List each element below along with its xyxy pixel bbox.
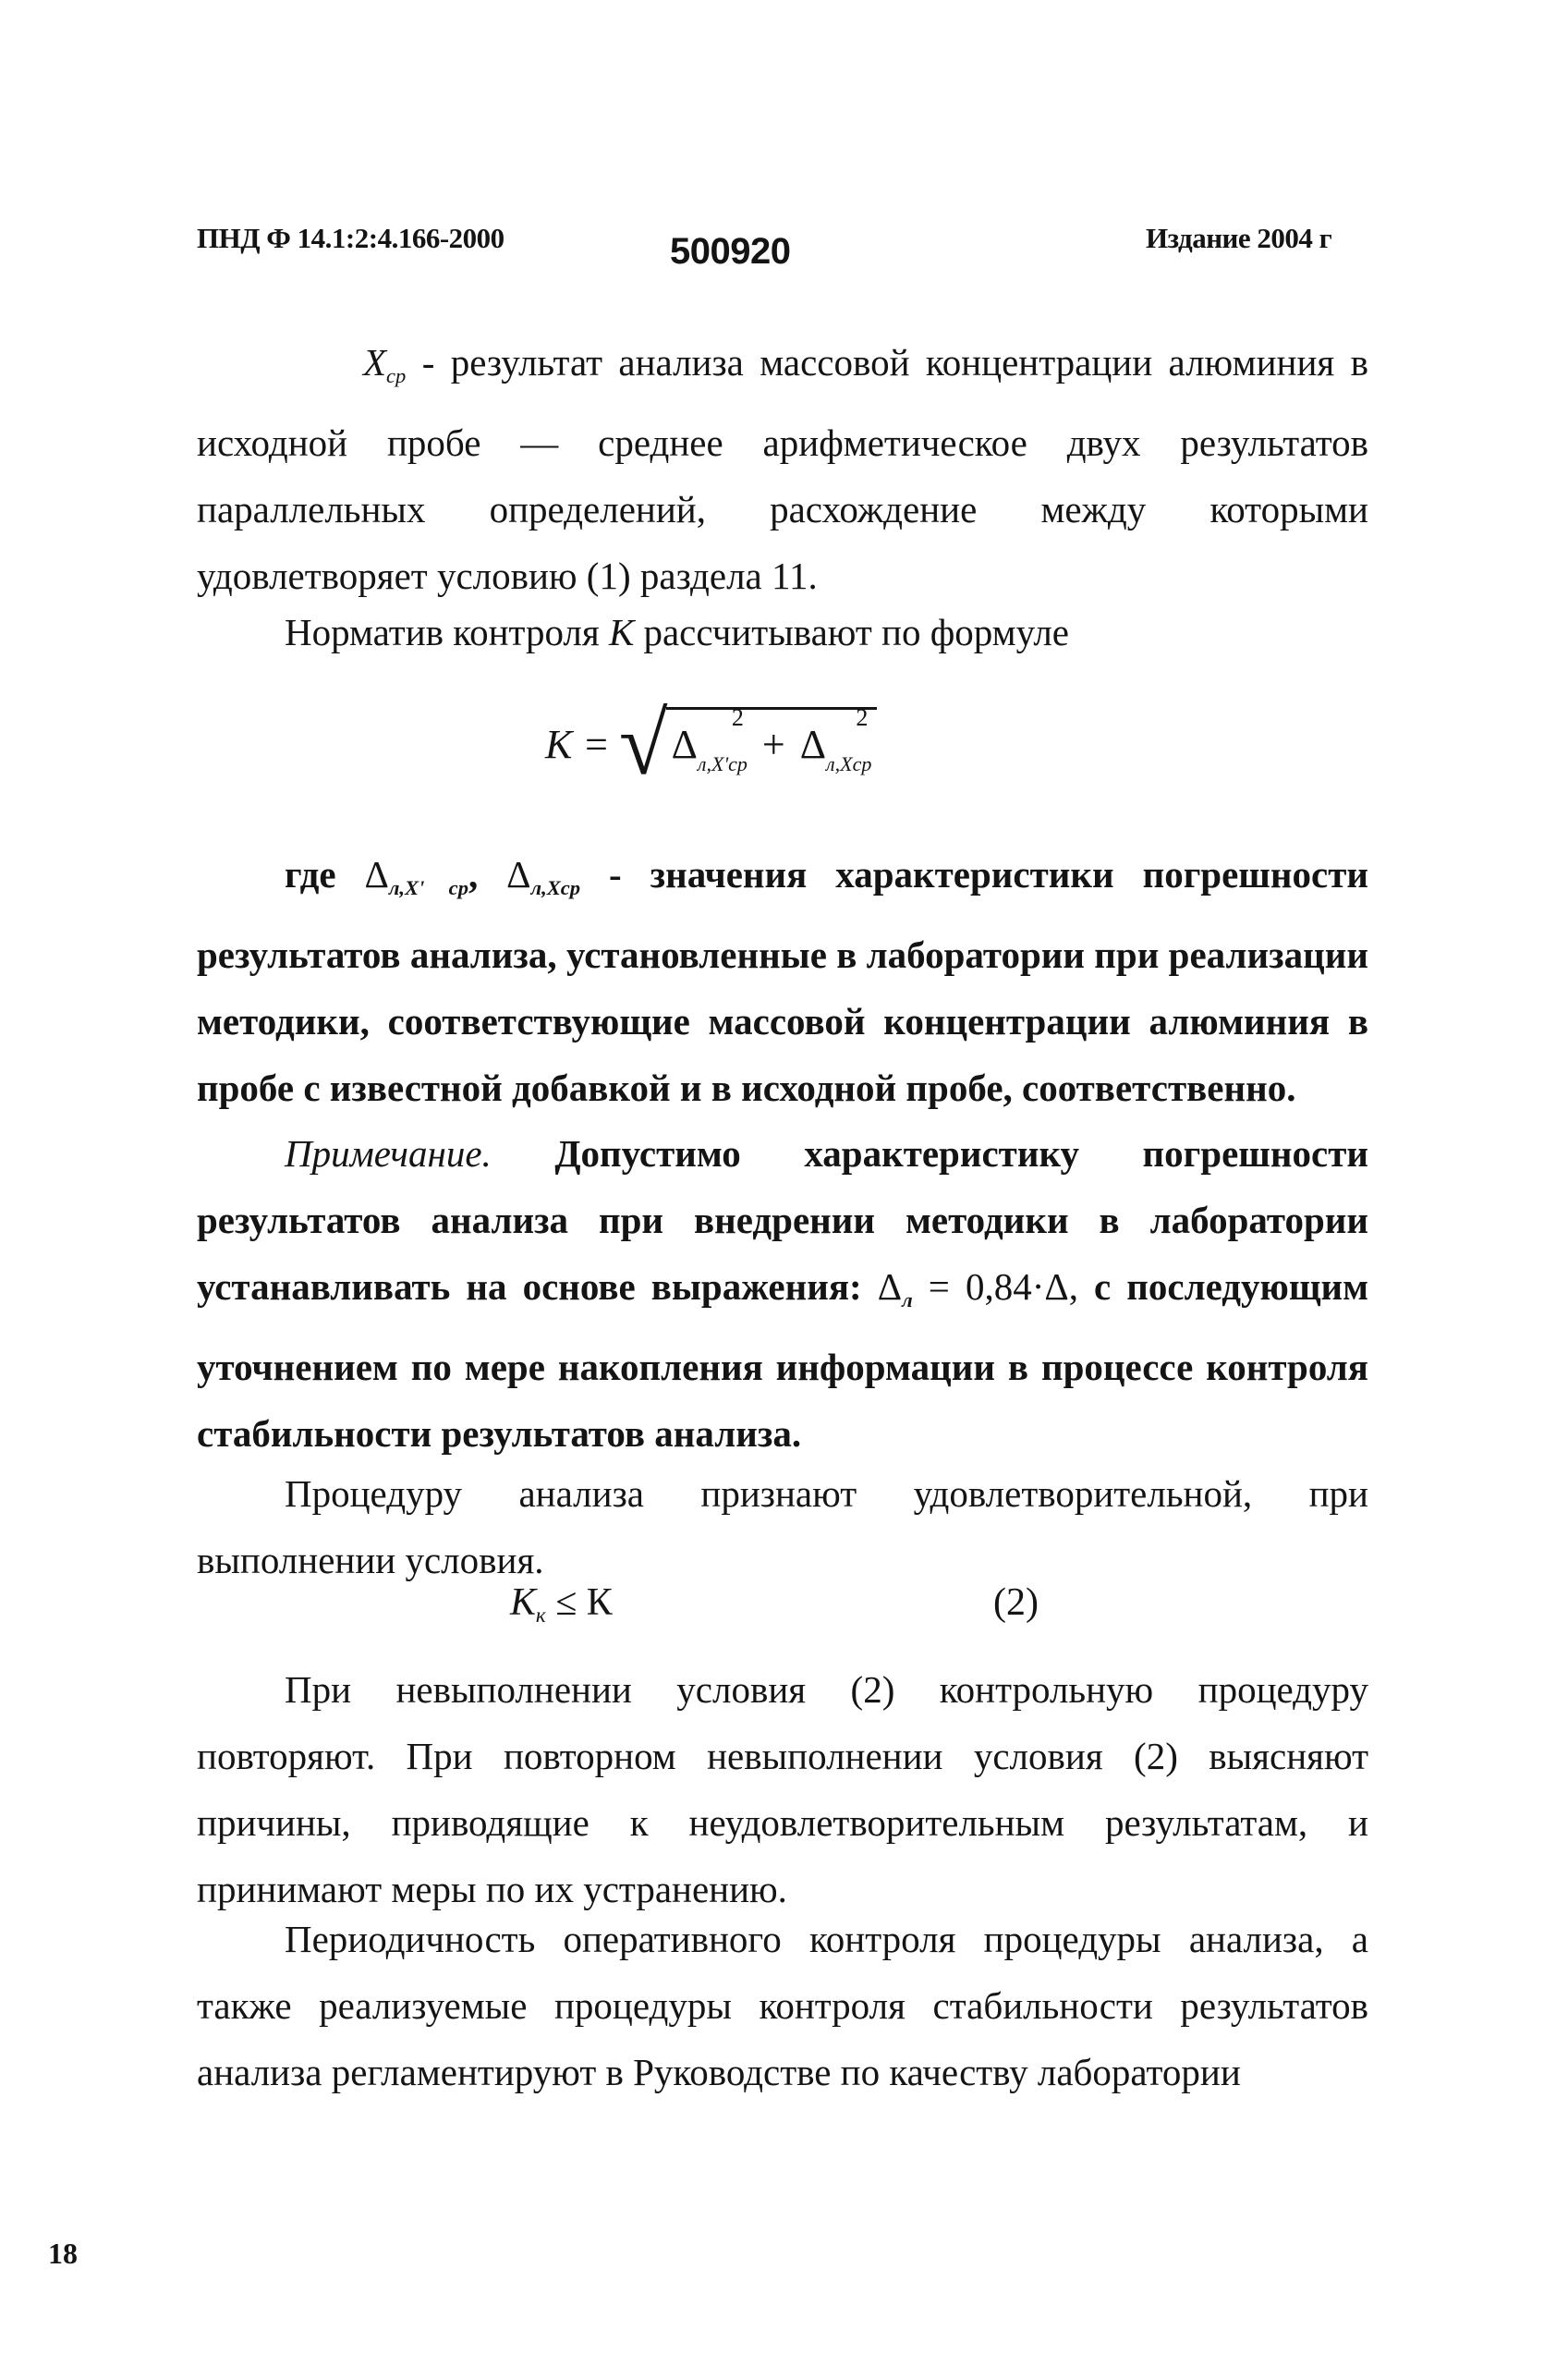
symbol-x: X (363, 341, 387, 384)
paragraph-text: При невыполнении условия (2) контрольную процедуру повторяют. При повторном невыполнении условия (2) выясняют причины, приводящие к неудовлетворительным результатам, и принимают меры по их устранению. (197, 1668, 1368, 1910)
text-after: рассчитывают по формуле (634, 611, 1069, 653)
formula-k (545, 694, 877, 793)
paragraph-failure (197, 1656, 1368, 1922)
note-text-before: Допустимо характеристику погрешности результатов анализа при внедрении методики в лаборатории устанавливать на основе выражения: (197, 1132, 1368, 1308)
symbol-x-sub: ср (386, 363, 407, 387)
paragraph-text: Процедуру анализа признают удовлетворительной, при выполнении условия. (197, 1472, 1368, 1581)
delta-symbol-2: Δ (506, 853, 531, 896)
paragraph-norm-formula-intro (197, 599, 1368, 665)
paragraph-text: - значения характеристики погрешности результатов анализа, установленные в лаборатории при реализации методики, соответствующие массовой концентрации алюминия в пробе с известной добавкой и в исходной пробе, соответственно. (197, 853, 1369, 1109)
delta-symbol: Δ (671, 722, 698, 767)
text-lead: где (285, 853, 365, 896)
formula-term-1 (671, 704, 748, 776)
paragraph-xcp-definition (197, 329, 1368, 609)
plus-sign: + (761, 722, 785, 767)
radicand (666, 704, 878, 781)
separator: , (468, 853, 507, 896)
note-paragraph (197, 1120, 1368, 1467)
edition-label: Издание 2004 г (1146, 222, 1332, 254)
symbol-k: К (608, 611, 635, 653)
symbol-k: К (510, 1581, 536, 1624)
paragraph-text: - результат анализа массовой концентрации алюминия в исходной пробе — среднее арифметическое двух результатов параллельных определений, расхождение между которыми удовлетворяет условию (1) раздела 11. (197, 341, 1368, 597)
paragraph-where-definition (197, 841, 1368, 1121)
delta-symbol: Δ (799, 722, 827, 767)
formula-relation: ≤ К (545, 1581, 613, 1624)
document-code: ПНД Ф 14.1:2:4.166-2000 (197, 222, 504, 254)
term-subscript: л,X'ср (697, 752, 748, 775)
term-subscript: л,Xср (826, 752, 872, 775)
formula-condition (510, 1580, 613, 1628)
delta-symbol: Δ (877, 1265, 903, 1308)
square-root (618, 694, 877, 793)
radical-sign-icon: √ (618, 694, 668, 793)
symbol-k-sub: к (535, 1603, 546, 1628)
note-expression: = 0,84·Δ, (912, 1265, 1078, 1308)
paragraph-acceptance (197, 1460, 1368, 1593)
delta-subscript-1: л,X' ср (388, 875, 468, 899)
page-stamp-number: 500920 (670, 231, 791, 272)
paragraph-text: Периодичность оперативного контроля процедуры анализа, а также реализуемые процедуры контроля стабильности результатов анализа регламентируют в Руководстве по качеству лаборатории (197, 1918, 1368, 2093)
page-number: 18 (48, 2237, 78, 2270)
formula-term-2 (799, 704, 872, 776)
paragraph-periodicity (197, 1906, 1368, 2105)
text-before: Норматив контроля (285, 611, 609, 653)
delta-symbol-1: Δ (364, 853, 389, 896)
equation-number: (2) (993, 1581, 1039, 1624)
note-label: Примечание. (285, 1132, 492, 1175)
note-text-after: с последующим уточнением по мере накопления информации в процессе контроля стабильности результатов анализа. (197, 1265, 1368, 1455)
term-exponent: 2 (731, 704, 744, 731)
term-exponent: 2 (856, 704, 869, 731)
delta-subscript: л (902, 1287, 913, 1311)
formula-lhs: К = (545, 721, 610, 767)
delta-subscript-2: л,Xср (530, 875, 581, 899)
